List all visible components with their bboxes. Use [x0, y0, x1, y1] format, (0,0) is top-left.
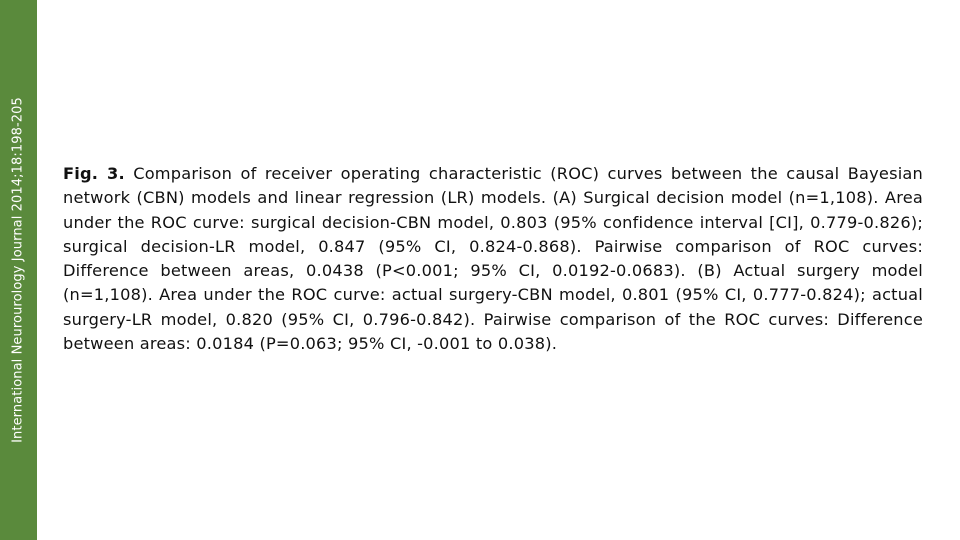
- journal-citation: International Neurourology Journal 2014;18:198-205: [10, 97, 26, 443]
- figure-caption: [63, 162, 923, 356]
- figure-label: Fig. 3.: [63, 164, 125, 183]
- figure-caption-text: Comparison of receiver operating characteristic (ROC) curves between the causal Bayesian network (CBN) models and linear regression (LR) models. (A) Surgical decision model (n=1,108). Area under the ROC curve: surgical decision-CBN model, 0.803 (95% confidence interval [CI], 0.779-0.826); surgical decision-LR model, 0.847 (95% CI, 0.824-0.868). Pairwise comparison of ROC curves: Difference between areas, 0.0438 (P<0.001; 95% CI, 0.0192-0.0683). (B) Actual surgery model (n=1,108). Area under the ROC curve: actual surgery-CBN model, 0.801 (95% CI, 0.777-0.824); actual surgery-LR model, 0.820 (95% CI, 0.796-0.842). Pairwise comparison of the ROC curves: Difference between areas: 0.0184 (P=0.063; 95% CI, -0.001 to 0.038).: [63, 164, 923, 354]
- journal-side-band: [0, 0, 37, 540]
